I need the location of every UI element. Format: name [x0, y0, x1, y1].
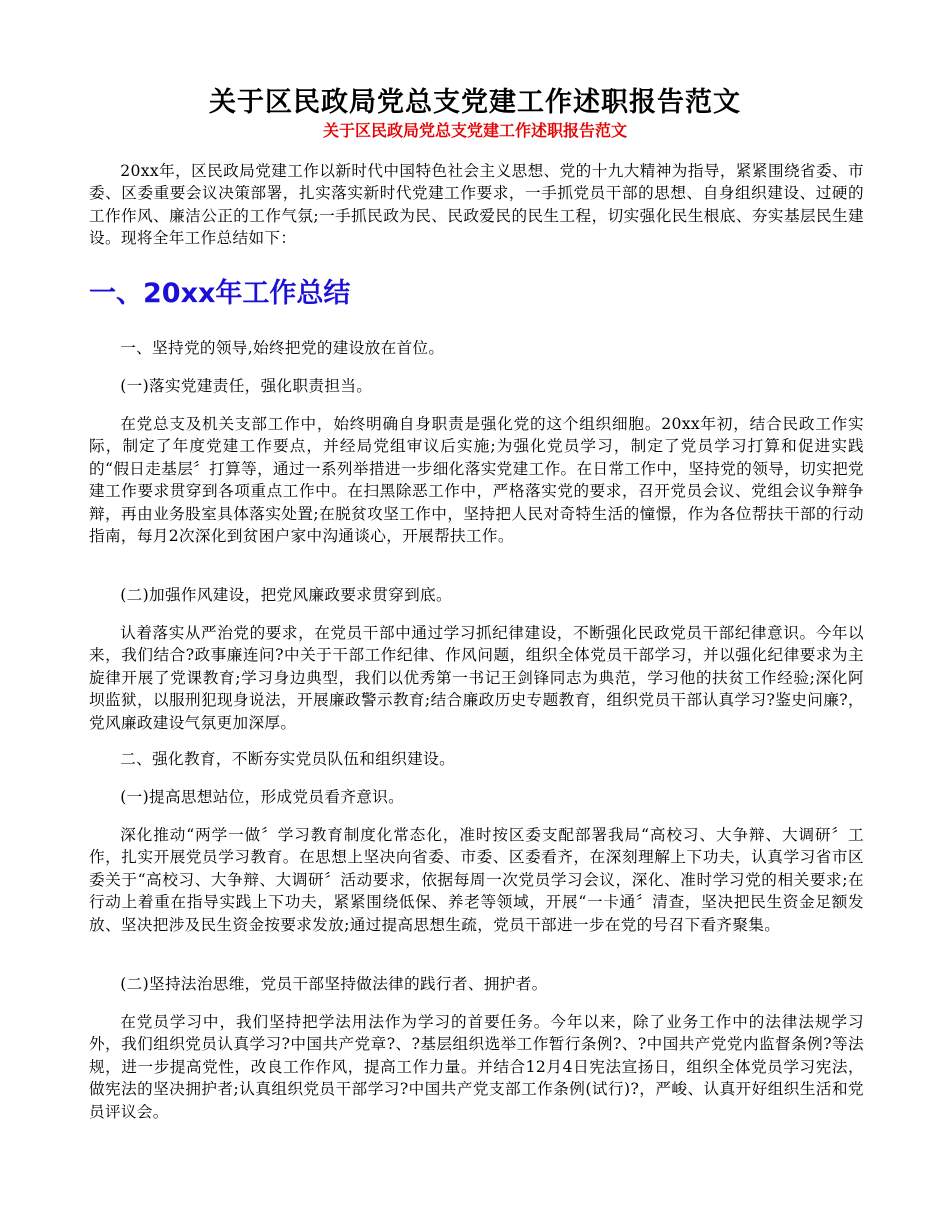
subheading: (一)落实党建责任，强化职责担当。 [120, 377, 373, 395]
subheading: 二、强化教育，不断夯实党员队伍和组织建设。 [120, 750, 456, 768]
subheading: (一)提高思想站位，形成党员看齐意识。 [120, 788, 405, 806]
body-paragraph: 认着落实从严治党的要求，在党员干部中通过学习抓纪律建设，不断强化民政党员干部纪律意识。今年以来，我们结合?政事廉连问?中关于干部工作纪律、作风问题，组织全体党员干部学习，并以强化纪律要求为主旋律开展了党课教育;学习身边典型，我们以优秀第一书记王剑锋同志为典范，学习他的扶贫工作经验;深化阿坝监狱，以服刑犯现身说法，开展廉政警示教育;结合廉政历史专题教育，组织党员干部认真学习?鉴史问廉?，党风廉政建设气氛更加深厚。 [89, 624, 864, 732]
subheading: (二)坚持法治思维，党员干部坚持做法律的践行者、拥护者。 [120, 975, 548, 993]
document-title: 关于区民政局党总支党建工作述职报告范文 [209, 87, 741, 118]
subheading: 一、坚持党的领导,始终把党的建设放在首位。 [120, 339, 445, 357]
section-heading: 一、20xx年工作总结 [89, 278, 351, 309]
intro-paragraph: 20xx年，区民政局党建工作以新时代中国特色社会主义思想、党的十九大精神为指导，紧紧围绕省委、市委、区委重要会议决策部署，扎实落实新时代党建工作要求，一手抓党员干部的思想、自身组织建设、过硬的工作作风、廉洁公正的工作气氛;一手抓民政为民、民政爱民的民生工程，切实强化民生根底、夯实基层民生建设。现将全年工作总结如下： [89, 162, 864, 248]
body-paragraph: 在党员学习中，我们坚持把学法用法作为学习的首要任务。今年以来，除了业务工作中的法律法规学习外，我们组织党员认真学习?中国共产党章?、?基层组织选举工作暂行条例?、?中国共产党党内监督条例?等法规，进一步提高党性，改良工作作风，提高工作力量。并结合12月4日宪法宣扬日，组织全体党员学习宪法，做宪法的坚决拥护者;认真组织党员干部学习?中国共产党支部工作条例(试行)?，严峻、认真开好组织生活和党员评议会。 [89, 1013, 864, 1121]
body-paragraph: 在党总支及机关支部工作中，始终明确自身职责是强化党的这个组织细胞。20xx年初，结合民政工作实际，制定了年度党建工作要点，并经局党组审议后实施;为强化党员学习，制定了党员学习打算和促进实践的“假日走基层〞打算等，通过一系列举措进一步细化落实党建工作。在日常工作中，坚持党的领导，切实把党建工作要求贯穿到各项重点工作中。在扫黑除恶工作中，严格落实党的要求，召开党员会议、党组会议争辩争辩，再由业务股室具体落实处置;在脱贫攻坚工作中，坚持把人民对奇特生活的憧憬，作为各位帮扶干部的行动指南，每月2次深化到贫困户家中沟通谈心，开展帮扶工作。 [89, 415, 864, 546]
document-subtitle: 关于区民政局党总支党建工作述职报告范文 [322, 121, 627, 140]
body-paragraph: 深化推动“两学一做〞学习教育制度化常态化，准时按区委支配部署我局“高校习、大争辩、大调研〞工作，扎实开展党员学习教育。在思想上坚决向省委、市委、区委看齐，在深刻理解上下功夫，认真学习省市区委关于“高校习、大争辩、大调研〞活动要求，依据每周一次党员学习会议，深化、准时学习党的相关要求;在行动上着重在指导实践上下功夫，紧紧围绕低保、养老等领域，开展“一卡通〞清查，坚决把民生资金足额发放、坚决把涉及民生资金按要求发放;通过提高思想生疏，党员干部进一步在党的号召下看齐聚集。 [89, 826, 864, 934]
subheading: (二)加强作风建设，把党风廉政要求贯穿到底。 [120, 586, 452, 604]
